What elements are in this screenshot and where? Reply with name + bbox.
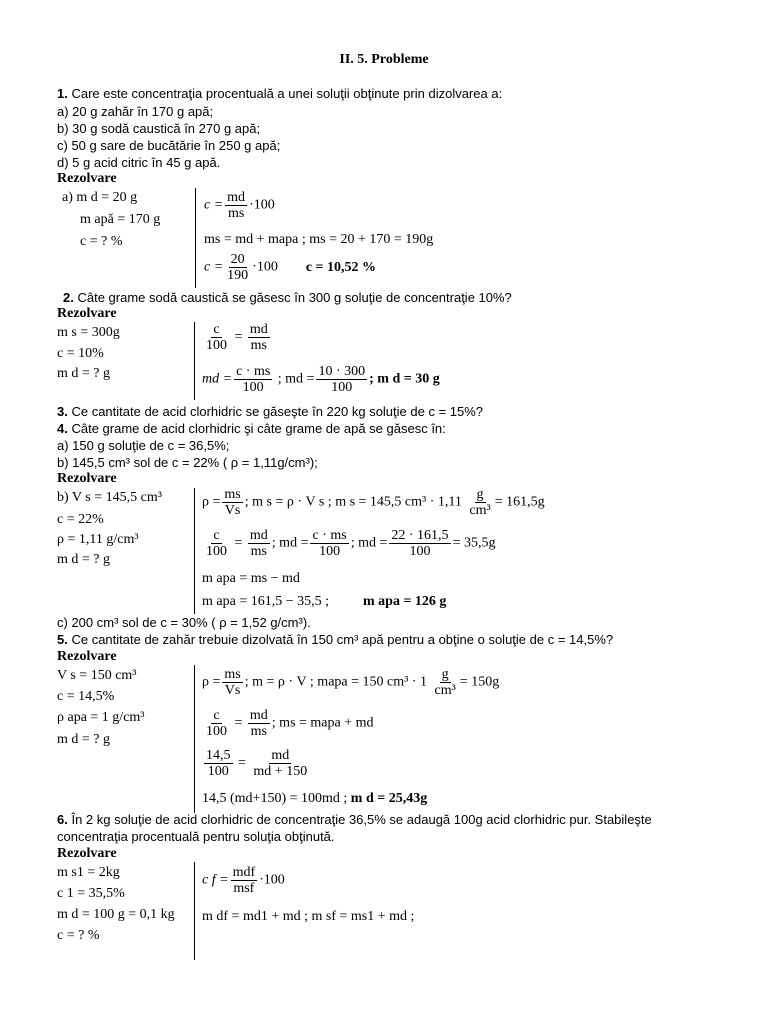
option-a: a) 20 g zahăr în 170 g apă; [57, 104, 214, 119]
problem-number: 6. [57, 812, 68, 827]
result-value: m d = 25,43g [350, 791, 428, 806]
formula-ratio: $\frac{c}{100}$ = $\frac{md}{ms}$ ; ms = mapa + md [206, 708, 374, 739]
formula-cf [202, 865, 285, 896]
given-ms: m s = 300g [57, 325, 120, 340]
numerator: ms [224, 667, 241, 682]
formula-text: m apa = 161,5 − 35,5 ; [202, 594, 329, 609]
numerator: c · ms [312, 528, 347, 543]
given-rho: ρ = 1,11 g/cm³ [57, 532, 139, 547]
numerator: g [476, 487, 484, 502]
numerator: c [213, 708, 220, 723]
formula-c-calc [204, 252, 376, 283]
denominator: Vs [224, 683, 241, 698]
denominator: ms [250, 724, 268, 739]
rezolvare-heading: Rezolvare [57, 649, 117, 664]
fraction [248, 528, 270, 559]
multiplier: ·100 [252, 259, 278, 275]
given-mapa: m apă = 170 g [80, 212, 161, 227]
given-c: c = 14,5% [57, 689, 115, 704]
fraction [231, 865, 258, 896]
problem-number: 2. [63, 290, 74, 305]
fraction [234, 364, 272, 395]
formula-lhs: md = [202, 371, 233, 387]
formula-mdf-msf: m df = md1 + md ; m sf = ms1 + md ; [202, 909, 415, 924]
fraction [222, 487, 242, 518]
given-md: m d = ? g [57, 552, 110, 567]
fraction [204, 708, 229, 739]
numerator: 14,5 [206, 748, 231, 763]
numerator: 10 · 300 [318, 364, 366, 379]
formula-mapa-calc [202, 594, 446, 610]
fraction [310, 528, 348, 559]
question-text: Care este concentraţia procentuală a unei soluţii obţinute prin dizolvarea a: [71, 86, 503, 101]
rezolvare-heading: Rezolvare [57, 846, 117, 861]
problem-4-question [57, 421, 446, 436]
option-b: b) 145,5 cm³ sol de c = 22% ( ρ = 1,11g/cm³); [57, 455, 318, 470]
numerator: md [249, 322, 268, 337]
formula-density [202, 667, 499, 698]
formula-lhs: ρ = [202, 494, 221, 510]
formula-solve [202, 791, 427, 807]
problem-6-question-cont: concentraţia procentuală pentru soluţia obţinută. [57, 829, 335, 844]
given-md: m d = 100 g = 0,1 kg [57, 907, 175, 922]
result-value: c = 10,52 % [305, 259, 377, 275]
given-md: m d = ? g [57, 366, 110, 381]
given-c1: c 1 = 35,5% [57, 886, 125, 901]
page-title: II. 5. Probleme [339, 52, 429, 67]
fraction [467, 487, 492, 518]
given-vs: V s = 150 cm³ [57, 668, 137, 683]
problem-3-question [57, 404, 483, 419]
formula-text: 14,5 (md+150) = 100md ; [202, 791, 348, 806]
option-b: b) 30 g sodă caustică în 270 g apă; [57, 121, 261, 136]
formula-md: $\frac{c}{100}$ = $\frac{md}{ms}$ ; md = $\frac{c \cdot ms}{100}$ ; md = $\frac{22 \cdot 161,5}{100}$ = 35,5g [206, 528, 496, 559]
problem-5-question [57, 632, 613, 647]
denominator: ms [250, 338, 268, 353]
denominator: cm³ [434, 683, 456, 698]
problem-6-question [57, 812, 652, 827]
solution-divider [194, 488, 195, 614]
numerator: 20 [230, 252, 245, 267]
formula-text: ; m s = ρ · V s ; m s = 145,5 cm³ · 1,11 [244, 494, 462, 510]
given-vs: b) V s = 145,5 cm³ [57, 490, 162, 505]
denominator: 100 [206, 724, 227, 739]
fraction [225, 252, 250, 283]
formula-text: ; ms = mapa + md [271, 715, 374, 731]
formula-c [204, 190, 275, 221]
given-md: a) m d = 20 g [62, 190, 138, 205]
problem-2-question [63, 290, 512, 305]
formula-ms: ms = md + mapa ; ms = 20 + 170 = 190g [204, 232, 434, 247]
solution-divider [194, 862, 195, 960]
problem-number: 3. [57, 404, 68, 419]
fraction [204, 748, 233, 779]
numerator: g [441, 667, 449, 682]
given-c: c = 10% [57, 346, 104, 361]
question-text: Ce cantitate de zahăr trebuie dizolvată în 150 cm³ apă pentru a obţine o soluţie de c = 14,5%? [71, 632, 614, 647]
denominator: msf [233, 881, 255, 896]
formula-lhs: c = [204, 197, 224, 213]
question-text: În 2 kg soluţie de acid clorhidric de concentraţie 36,5% se adaugă 100g acid clorhidric pur. Stabileşte [71, 812, 652, 827]
numerator: c [213, 528, 220, 543]
option-a: a) 150 g soluţie de c = 36,5%; [57, 438, 230, 453]
numerator: md [249, 708, 268, 723]
denominator: 100 [242, 380, 264, 395]
given-c: c = ? % [57, 928, 100, 943]
denominator: ms [250, 544, 268, 559]
rezolvare-heading: Rezolvare [57, 471, 117, 486]
formula-lhs: ; md = [277, 371, 315, 387]
denominator: 100 [206, 338, 227, 353]
formula-result: = 35,5g [452, 535, 496, 551]
multiplier: ·100 [259, 872, 285, 888]
formula-result: = 150g [459, 674, 500, 690]
denominator: Vs [224, 503, 241, 518]
question-text: Ce cantitate de acid clorhidric se găseşte în 220 kg soluţie de c = 15%? [71, 404, 484, 419]
option-d: d) 5 g acid citric în 45 g apă. [57, 155, 221, 170]
numerator: md [249, 528, 268, 543]
formula-lhs: ρ = [202, 674, 221, 690]
numerator: md [227, 190, 246, 205]
fraction [251, 748, 309, 779]
numerator: c · ms [236, 364, 271, 379]
option-c: c) 200 cm³ sol de c = 30% ( ρ = 1,52 g/cm³). [57, 615, 311, 630]
formula-lhs: c f = [202, 872, 229, 888]
fraction [248, 322, 270, 353]
fraction [225, 190, 247, 221]
question-text: Câte grame sodă caustică se găsesc în 300 g soluţie de concentraţie 10%? [77, 290, 512, 305]
formula-result: = 161,5g [494, 494, 545, 510]
formula-text: ; md = [271, 535, 309, 551]
given-c: c = 22% [57, 512, 104, 527]
option-c: c) 50 g sare de bucătărie în 250 g apă; [57, 138, 281, 153]
numerator: ms [224, 487, 241, 502]
fraction [389, 528, 450, 559]
formula-lhs: c = [204, 259, 224, 275]
denominator: 190 [227, 268, 249, 283]
denominator: 100 [319, 544, 341, 559]
formula-equation: $\frac{14,5}{100}$ = $\frac{md}{md + 150}$ [206, 748, 308, 779]
result-value: m apa = 126 g [363, 594, 447, 609]
denominator: 100 [409, 544, 431, 559]
formula-density [202, 487, 545, 518]
result-value: ; m d = 30 g [369, 371, 440, 387]
rezolvare-heading: Rezolvare [57, 171, 117, 186]
fraction [204, 528, 229, 559]
formula-mapa: m apa = ms − md [202, 571, 300, 586]
formula-md [202, 364, 440, 395]
numerator: mdf [232, 865, 256, 880]
formula-text: ; md = [350, 535, 388, 551]
fraction [432, 667, 457, 698]
numerator: c [213, 322, 220, 337]
denominator: md + 150 [253, 764, 308, 779]
question-text: Câte grame de acid clorhidric şi câte grame de apă se găsesc în: [71, 421, 446, 436]
given-c: c = ? % [80, 234, 123, 249]
numerator: md [271, 748, 290, 763]
solution-divider [194, 322, 195, 400]
given-md: m d = ? g [57, 732, 110, 747]
problem-number: 5. [57, 632, 68, 647]
fraction [204, 322, 229, 353]
given-rho: ρ apa = 1 g/cm³ [57, 710, 145, 725]
problem-number: 1. [57, 86, 68, 101]
solution-divider [195, 188, 196, 288]
denominator: cm³ [469, 503, 491, 518]
denominator: 100 [206, 544, 227, 559]
multiplier: ·100 [249, 197, 275, 213]
problem-1-question [57, 86, 502, 101]
denominator: 100 [207, 764, 229, 779]
fraction [248, 708, 270, 739]
rezolvare-heading: Rezolvare [57, 306, 117, 321]
fraction [316, 364, 367, 395]
solution-divider [194, 665, 195, 813]
fraction [222, 667, 242, 698]
problem-number: 4. [57, 421, 68, 436]
numerator: 22 · 161,5 [391, 528, 449, 543]
formula-text: ; m = ρ · V ; mapa = 150 cm³ · 1 [244, 674, 427, 690]
given-ms1: m s1 = 2kg [57, 865, 120, 880]
formula-ratio: $\frac{c}{100}$ = $\frac{md}{ms}$ [206, 322, 268, 353]
denominator: 100 [331, 380, 353, 395]
denominator: ms [227, 206, 245, 221]
